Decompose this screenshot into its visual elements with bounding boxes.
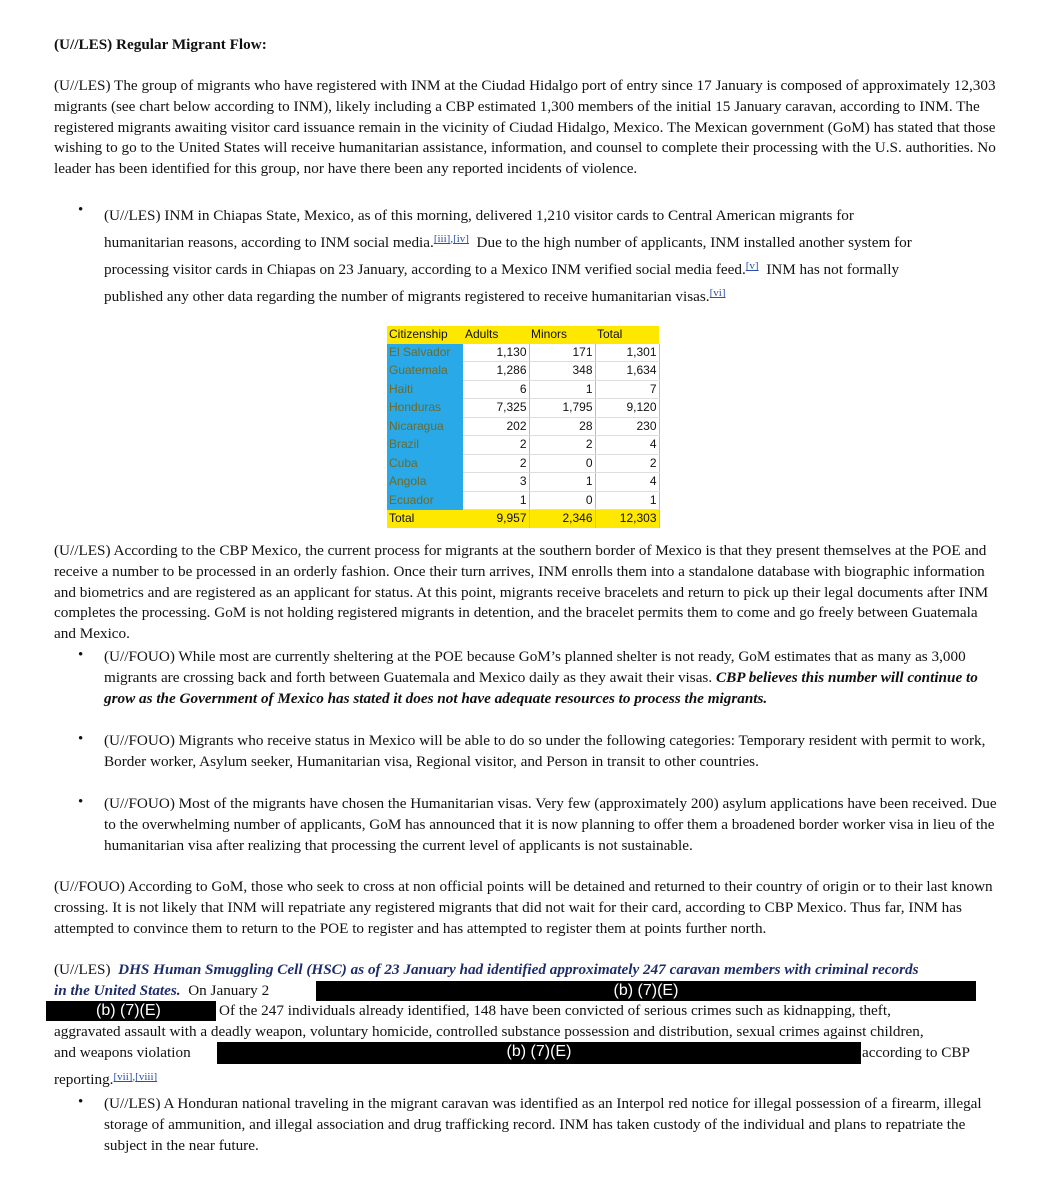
table-row: El Salvador 1,130 171 1,301 [387,344,659,362]
table-row: Ecuador 1 0 1 [387,491,659,510]
paragraph-border-process: (U//LES) According to the CBP Mexico, the current process for migrants at the southern border of Mexico is that they present themselves at the POE and receive a number to be processed in an orderly fashion. Once their turn arrives, INM enrolls them into a standalone database with biographic information and biometrics and are registered as an applicant for status. At this point, migrants receive bracelets and return to pick up their legal documents after INM completes the processing. GoM is not holding registered migrants in detention, and the bracelet permits them to come and go freely between Guatemala and Mexico. [54,542,989,643]
bullet-line: (U//LES) INM in Chiapas State, Mexico, as of this morning, delivered 1,210 visitor cards to Central American migrants for [104,207,854,224]
paragraph-registered-migrants: (U//LES) The group of migrants who have registered with INM at the Ciudad Hidalgo port of entry since 17 January is composed of approximately 12,303 migrants (see chart below according to INM), likely including a CBP estimated 1,300 members of the initial 15 January caravan, according to INM. The registered migrants awaiting visitor card issuance remain in the vicinity of Ciudad Hidalgo, Mexico. The Mexican government (GoM) has stated that those wishing to go to the United States will receive humanitarian assistance, information, and counsel to complete their processing with the U.S. authorities. No leader has been identified for this group, nor have there been any reported incidents of violence. [54,77,996,178]
table-row: Haiti 6 1 7 [387,380,659,399]
footnote-link[interactable]: [vii] [113,1071,133,1083]
redaction-bar: (b) (7)(E) [217,1042,861,1064]
paragraph-hsc-line6: reporting.[vii],[viii] [54,1071,158,1088]
bullet-categories: (U//FOUO) Migrants who receive status in Mexico will be able to do so under the following categories: Temporary resident with permit to work, Border worker, Asylum seeker, Humanitarian visa, Regional visitor, and Person in transit to other countries. [104,732,986,770]
bullet-humanitarian-visas: (U//FOUO) Most of the migrants have chosen the Humanitarian visas. Very few (approximately 200) asylum applications have been received. Due to the overwhelming number of applicants, GoM has announced that it is now planning to offer them a broadened border worker visa in lieu of the humanitarian visa after realizing that processing the current level of applicants is not sustainable. [104,795,997,854]
paragraph-hsc-line3: Of the 247 individuals already identified, 148 have been convicted of serious crimes such as kidnapping, theft, [219,1002,891,1019]
table-row: Nicaragua 202 28 230 [387,417,659,436]
paragraph-hsc-line1: (U//LES) DHS Human Smuggling Cell (HSC) as of 23 January had identified approximately 247 caravan members with criminal records [54,961,919,978]
bullet-line: published any other data regarding the number of migrants registered to receive humanitarian visas.[vi] [104,287,726,305]
redaction-bar: (b) (7)(E) [46,1001,216,1021]
redaction-bar: (b) (7)(E) [316,981,976,1001]
table-row: Honduras 7,325 1,795 9,120 [387,399,659,418]
paragraph-hsc-line2: in the United States. On January 2 [54,982,270,999]
bullet-marker: • [78,202,84,218]
paragraph-hsc-line5: and weapons violation [54,1044,191,1061]
table-row: Angola 3 1 4 [387,473,659,492]
bullet-visitor-cards [104,202,1002,310]
section-heading: (U//LES) Regular Migrant Flow: [54,36,267,53]
table-row: Guatemala 1,286 348 1,634 [387,362,659,381]
table-header: Minors [529,326,595,344]
footnote-link[interactable]: [v] [745,260,759,272]
table-row: Brazil 2 2 4 [387,436,659,455]
table-header: Adults [463,326,529,344]
table-header: Total [595,326,659,344]
bullet-marker: • [78,731,84,747]
table-row: Cuba 2 0 2 [387,454,659,473]
footnote-link[interactable]: [iii] [433,233,451,245]
paragraph-hsc-line4: aggravated assault with a deadly weapon, voluntary homicide, controlled substance possession and distribution, sexual crimes against children, [54,1023,924,1040]
table-total-row: Total 9,957 2,346 12,303 [387,510,659,528]
bullet-line: humanitarian reasons, according to INM social media.[iii],[iv] Due to the high number of applicants, INM installed another system for [104,233,912,251]
footnote-link[interactable]: [iv] [453,233,469,245]
footnote-link[interactable]: [vi] [709,287,726,299]
table-header-row [387,326,659,344]
paragraph-non-official-crossings: (U//FOUO) According to GoM, those who seek to cross at non official points will be detained and returned to their country of origin or to their last known crossing. It is not likely that INM will repatriate any registered migrants that did not wait for their card, according to CBP Mexico. Thus far, INM has attempted to convince them to return to the POE to register and has attempted to register them at points further north. [54,878,993,937]
bullet-interpol-notice: (U//LES) A Honduran national traveling in the migrant caravan was identified as an Interpol red notice for illegal possession of a firearm, illegal storage of ammunition, and illegal association and drug trafficking record. INM has taken custody of the individual and plans to repatriate the subject in the near future. [104,1095,982,1154]
table-header: Citizenship [387,326,463,344]
paragraph-hsc-line5-end: according to CBP [862,1044,970,1061]
footnote-link[interactable]: [viii] [135,1071,158,1083]
bullet-marker: • [78,1094,84,1110]
bullet-sheltering: (U//FOUO) While most are currently sheltering at the POE because GoM’s planned shelter is not ready, GoM estimates that as many as 3,000 migrants are crossing back and forth between Guatemala and Mexico daily as they await their visas. CBP believes this number will continue to grow as the Government of Mexico has stated it does not have adequate resources to process the migrants. [104,648,978,707]
migrant-registration-table [387,326,660,528]
bullet-marker: • [78,647,84,663]
bullet-marker: • [78,794,84,810]
bullet-line: processing visitor cards in Chiapas on 23 January, according to a Mexico INM verified social media feed.[v] INM has not formally [104,260,900,278]
